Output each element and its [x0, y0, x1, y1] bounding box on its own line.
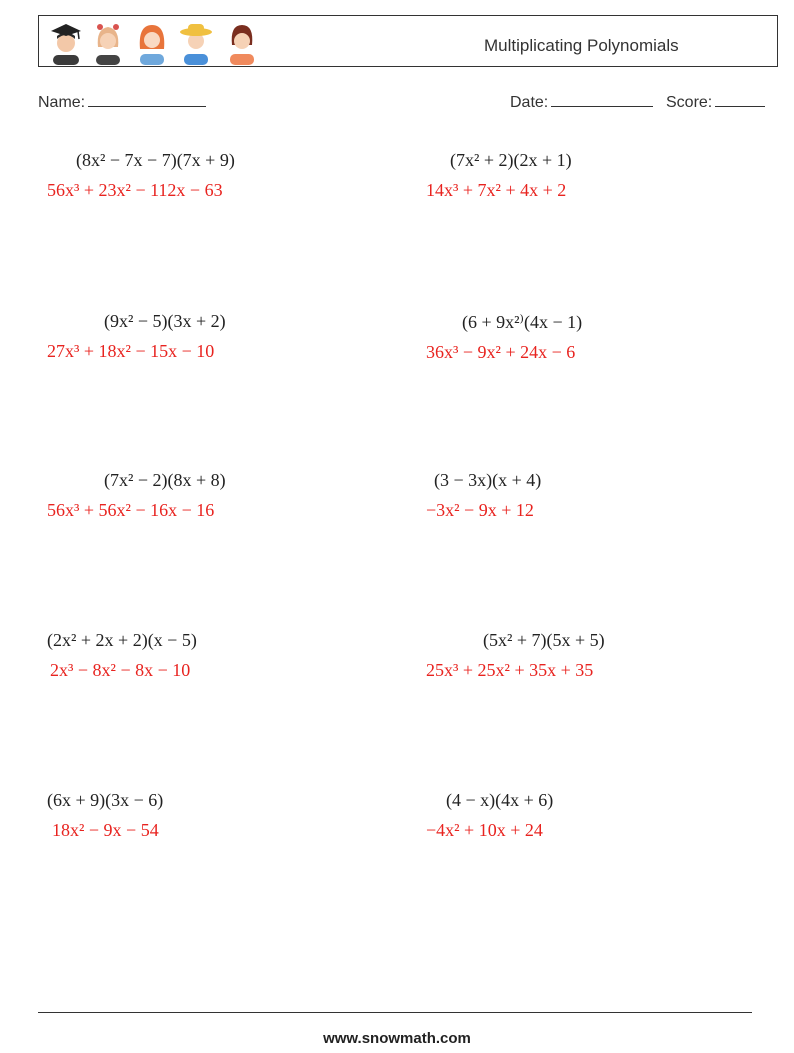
name-field[interactable]	[38, 92, 206, 112]
problem-answer: 25x³ + 25x² + 35x + 35	[426, 660, 594, 680]
problem-question: (7x² − 2)(8x + 8)	[104, 470, 226, 490]
header-box	[38, 15, 778, 67]
date-label: Date:	[510, 94, 549, 111]
problem-question: (2x² + 2x + 2)(x − 5)	[47, 630, 197, 650]
problem-question: (7x² + 2)(2x + 1)	[450, 150, 572, 170]
woman-avatar-icon	[131, 19, 173, 65]
problem-question: (8x² − 7x − 7)(7x + 9)	[76, 150, 235, 170]
problem-answer: 14x³ + 7x² + 4x + 2	[426, 180, 567, 200]
boy-avatar-icon	[221, 19, 263, 65]
problem-question: (6 + 9x²⁾(4x − 1)	[462, 312, 583, 332]
problem-answer: 56x³ + 23x² − 112x − 63	[47, 180, 223, 200]
score-line[interactable]	[715, 92, 765, 107]
problem-answer: 27x³ + 18x² − 15x − 10	[47, 341, 215, 361]
problem-question: (9x² − 5)(3x + 2)	[104, 311, 226, 331]
score-label: Score:	[666, 94, 713, 111]
problem-answer: −3x² − 9x + 12	[426, 500, 534, 520]
problem-answer: 56x³ + 56x² − 16x − 16	[47, 500, 215, 520]
problem-answer: 18x² − 9x − 54	[52, 820, 159, 840]
score-field[interactable]	[666, 92, 765, 112]
footer-divider	[38, 1012, 752, 1013]
problem-question: (5x² + 7)(5x + 5)	[483, 630, 605, 650]
problem-answer: −4x² + 10x + 24	[426, 820, 543, 840]
graduate-avatar-icon	[45, 19, 87, 65]
problem-answer: 36x³ − 9x² + 24x − 6	[426, 342, 576, 362]
name-line[interactable]	[88, 92, 206, 107]
problem-answer: 2x³ − 8x² − 8x − 10	[50, 660, 191, 680]
date-line[interactable]	[551, 92, 653, 107]
girl-avatar-icon	[87, 19, 129, 65]
problem-question: (6x + 9)(3x − 6)	[47, 790, 164, 810]
farmer-avatar-icon	[175, 19, 217, 65]
problem-question: (3 − 3x)(x + 4)	[434, 470, 542, 490]
name-label: Name:	[38, 94, 86, 111]
date-field[interactable]	[510, 92, 653, 112]
worksheet-title: Multiplicating Polynomials	[484, 36, 679, 55]
problem-question: (4 − x)(4x + 6)	[446, 790, 554, 810]
footer-website[interactable]: www.snowmath.com	[323, 1030, 471, 1047]
